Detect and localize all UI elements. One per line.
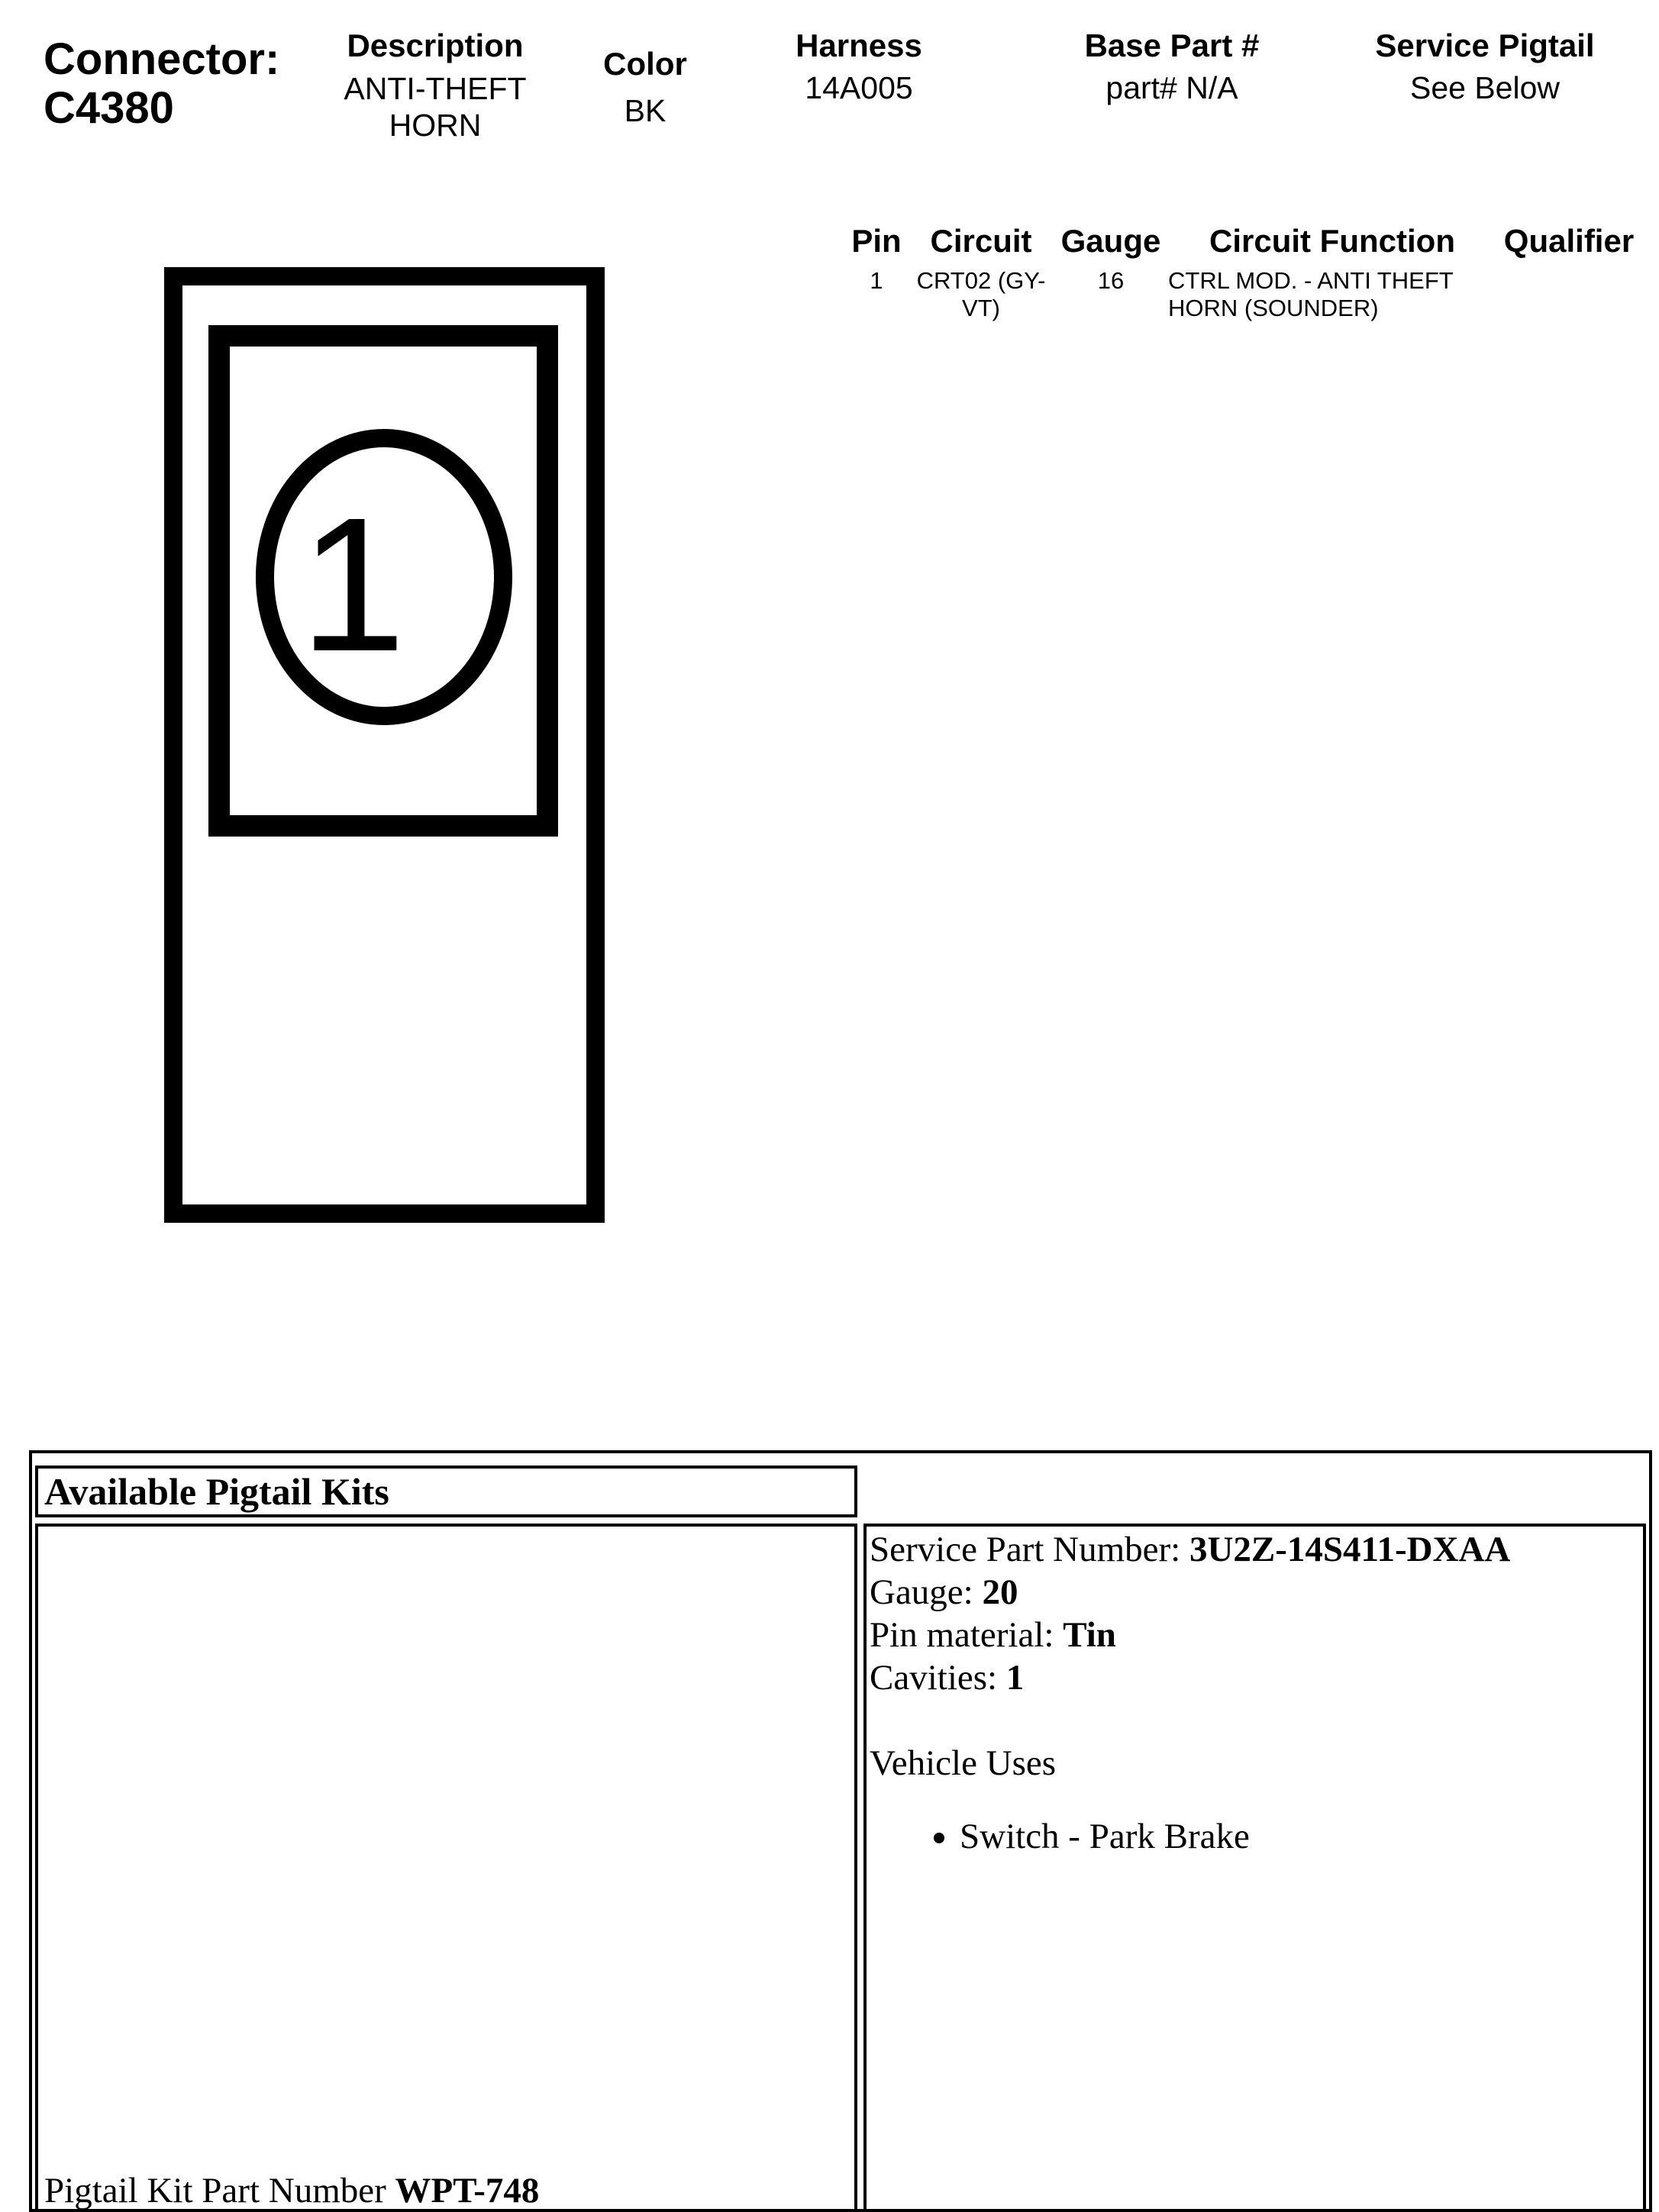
list-item: • Switch - Park Brake bbox=[960, 1815, 1643, 1858]
harness-column bbox=[748, 27, 970, 106]
description-line-2: HORN bbox=[389, 108, 482, 143]
circuit-function-header: Circuit Function bbox=[1209, 223, 1455, 259]
pigtail-kit-cell bbox=[35, 1524, 857, 2212]
pigtail-kit-part-value: WPT-748 bbox=[395, 2171, 540, 2210]
connector-title-label: Connector: bbox=[44, 34, 280, 84]
color-column bbox=[569, 46, 721, 129]
service-pigtail-column bbox=[1344, 27, 1626, 106]
service-part-number bbox=[870, 1528, 1643, 1571]
service-cavities-value: 1 bbox=[1005, 1658, 1025, 1698]
service-pin-material-value: Tin bbox=[1063, 1615, 1116, 1655]
description-label: Description bbox=[347, 27, 524, 63]
harness-label: Harness bbox=[796, 27, 922, 63]
service-part-value: 3U2Z-14S411-DXAA bbox=[1189, 1530, 1511, 1569]
service-gauge-label: Gauge: bbox=[870, 1572, 973, 1612]
base-part-value: part# N/A bbox=[1105, 70, 1238, 105]
service-pin-material-label: Pin material: bbox=[870, 1615, 1054, 1655]
row-circuit-line-1: CRT02 (GY- bbox=[916, 267, 1046, 294]
vehicle-uses-label: Vehicle Uses bbox=[870, 1743, 1057, 1783]
service-pigtail-label: Service Pigtail bbox=[1375, 27, 1595, 63]
row-circuit bbox=[901, 267, 1061, 322]
base-part-label: Base Part # bbox=[1084, 27, 1260, 63]
pigtail-kit-part-label: Pigtail Kit Part Number bbox=[44, 2171, 386, 2210]
gauge-header: Gauge bbox=[1060, 223, 1161, 259]
color-label: Color bbox=[603, 46, 687, 82]
row-circuit-function bbox=[1168, 267, 1489, 322]
vehicle-uses-list bbox=[870, 1815, 1643, 1858]
circuit-header: Circuit bbox=[930, 223, 1032, 259]
service-pigtail-value: See Below bbox=[1409, 70, 1560, 105]
connector-diagram bbox=[153, 260, 626, 1237]
connector-id: C4380 bbox=[44, 83, 174, 133]
connector-outline bbox=[173, 276, 595, 1214]
qualifier-header: Qualifier bbox=[1503, 223, 1635, 259]
service-part-label: Service Part Number: bbox=[870, 1530, 1181, 1569]
description-column bbox=[305, 27, 565, 143]
service-part-cell bbox=[863, 1524, 1646, 2212]
service-pin-material bbox=[870, 1614, 1643, 1656]
row-pin: 1 bbox=[870, 267, 883, 294]
pin-header: Pin bbox=[851, 223, 902, 259]
pin-number-label: 1 bbox=[299, 478, 406, 691]
pigtail-section-title: Available Pigtail Kits bbox=[44, 1470, 389, 1513]
service-cavities bbox=[870, 1656, 1643, 1699]
row-function-line-1: CTRL MOD. - ANTI THEFT bbox=[1168, 267, 1454, 294]
service-gauge bbox=[870, 1571, 1643, 1614]
row-function-line-2: HORN (SOUNDER) bbox=[1168, 295, 1379, 321]
row-circuit-line-2: VT) bbox=[962, 295, 1000, 321]
color-value: BK bbox=[624, 93, 667, 128]
pigtail-kit-part bbox=[44, 2169, 539, 2212]
description-line-1: ANTI-THEFT bbox=[344, 71, 527, 106]
connector-title bbox=[44, 35, 279, 133]
base-part-column bbox=[1050, 27, 1294, 106]
pigtail-title-cell bbox=[35, 1466, 857, 1517]
description-value bbox=[305, 70, 565, 143]
harness-value: 14A005 bbox=[805, 70, 913, 105]
service-gauge-value: 20 bbox=[982, 1572, 1018, 1612]
row-gauge: 16 bbox=[1097, 267, 1125, 294]
service-cavities-label: Cavities: bbox=[870, 1658, 998, 1698]
